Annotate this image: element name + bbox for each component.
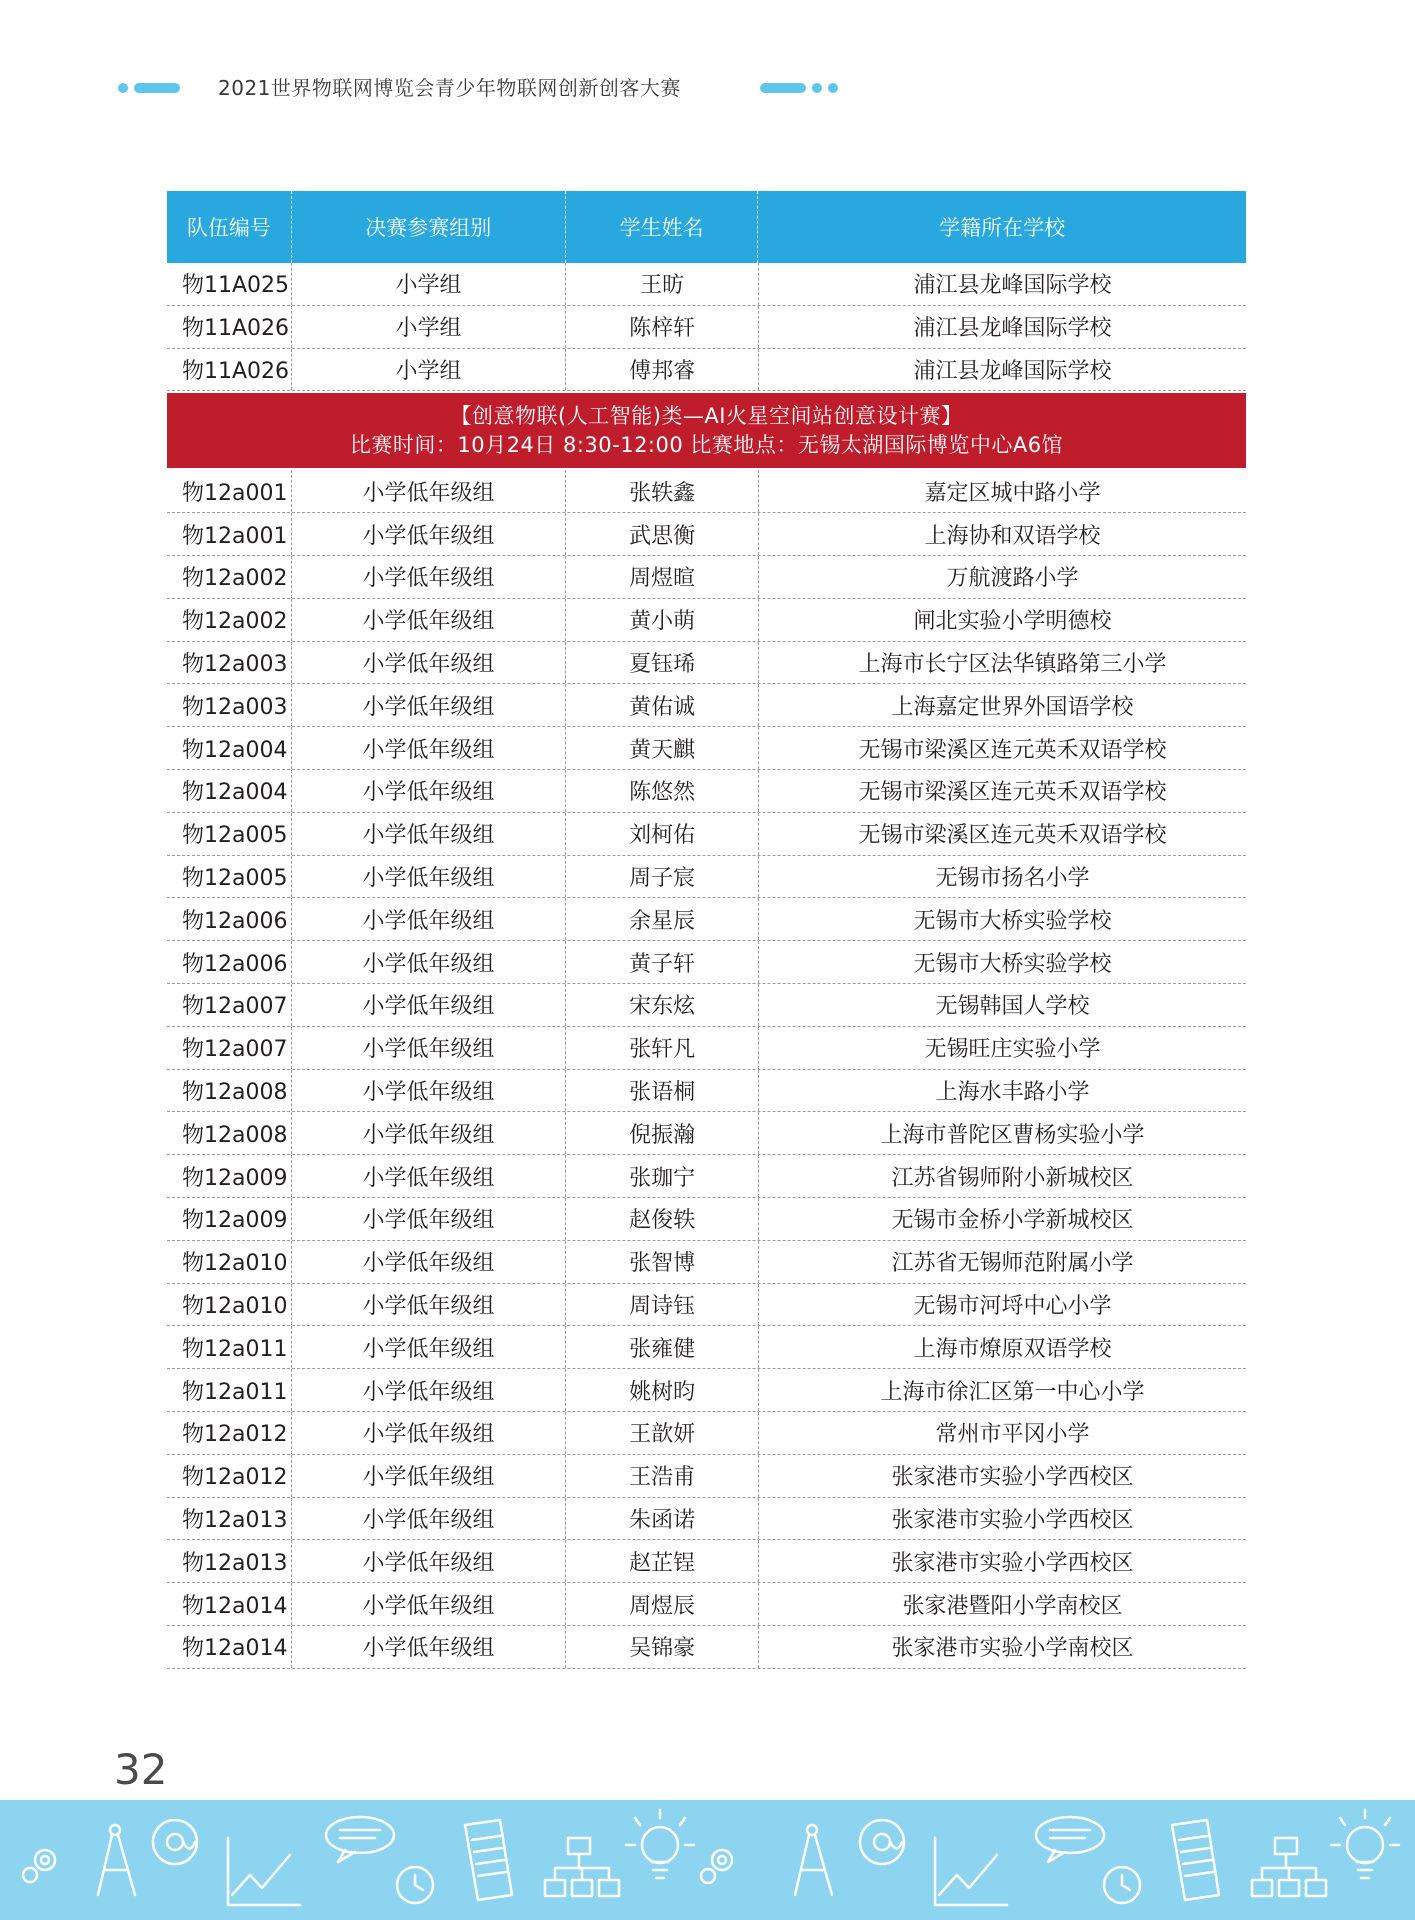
cell-student-name: 王歆妍 bbox=[565, 1412, 758, 1454]
cell-student-name: 余星辰 bbox=[565, 898, 758, 940]
cell-group: 小学低年级组 bbox=[291, 1241, 565, 1283]
cell-team-id: 物12a003 bbox=[182, 651, 288, 677]
cell-group: 小学低年级组 bbox=[291, 1455, 565, 1497]
cell-student-name: 黄天麒 bbox=[565, 727, 758, 769]
page-number: 32 bbox=[114, 1745, 168, 1794]
cell-team-id: 物12a009 bbox=[182, 1165, 288, 1191]
table-row bbox=[167, 941, 1246, 984]
cell-team-id: 物12a009 bbox=[182, 1208, 288, 1234]
cell-school: 张家港市实验小学西校区 bbox=[758, 1540, 1246, 1582]
cell-group: 小学低年级组 bbox=[291, 513, 565, 555]
table-row bbox=[167, 1369, 1246, 1412]
decor-pill bbox=[134, 83, 180, 93]
cell-student-name: 傅邦睿 bbox=[565, 349, 758, 391]
table-row bbox=[167, 813, 1246, 856]
cell-student-name: 赵芷锃 bbox=[565, 1540, 758, 1582]
cell-school: 嘉定区城中路小学 bbox=[758, 470, 1246, 512]
cell-student-name: 周诗钰 bbox=[565, 1284, 758, 1326]
cell-group: 小学低年级组 bbox=[291, 556, 565, 598]
cell-school: 张家港市实验小学南校区 bbox=[758, 1626, 1246, 1668]
cell-group: 小学低年级组 bbox=[291, 1498, 565, 1540]
col-header-school: 学籍所在学校 bbox=[757, 191, 1246, 263]
cell-student-name: 朱函诺 bbox=[565, 1498, 758, 1540]
table-row bbox=[167, 1112, 1246, 1155]
cell-team-id: 物12a007 bbox=[182, 994, 288, 1020]
table-row bbox=[167, 1155, 1246, 1198]
cell-school: 浦江县龙峰国际学校 bbox=[758, 306, 1246, 348]
cell-team-id: 物12a013 bbox=[182, 1507, 288, 1533]
cell-group: 小学低年级组 bbox=[291, 1155, 565, 1197]
table-row bbox=[167, 1540, 1246, 1583]
cell-school: 无锡市扬名小学 bbox=[758, 856, 1246, 898]
table-row bbox=[167, 856, 1246, 899]
cell-student-name: 宋东炫 bbox=[565, 984, 758, 1026]
cell-group: 小学低年级组 bbox=[291, 727, 565, 769]
table-row bbox=[167, 599, 1246, 642]
cell-group: 小学组 bbox=[291, 349, 565, 391]
cell-team-id: 物12a001 bbox=[182, 480, 288, 506]
cell-school: 上海嘉定世界外国语学校 bbox=[758, 684, 1246, 726]
cell-team-id: 物12a014 bbox=[182, 1636, 288, 1662]
cell-team-id: 物12a010 bbox=[182, 1293, 288, 1319]
footer-band bbox=[0, 1800, 1415, 1920]
cell-student-name: 吴锦豪 bbox=[565, 1626, 758, 1668]
cell-team-id: 物12a013 bbox=[182, 1550, 288, 1576]
cell-school: 张家港市实验小学西校区 bbox=[758, 1498, 1246, 1540]
cell-school: 无锡市梁溪区连元英禾双语学校 bbox=[758, 770, 1246, 812]
cell-group: 小学低年级组 bbox=[291, 1027, 565, 1069]
cell-student-name: 周煜辰 bbox=[565, 1583, 758, 1625]
speech-bubble-icon bbox=[326, 1817, 1104, 1862]
cell-team-id: 物12a014 bbox=[182, 1593, 288, 1619]
cell-team-id: 物12a008 bbox=[182, 1122, 288, 1148]
table-row bbox=[167, 556, 1246, 599]
cell-team-id: 物12a012 bbox=[182, 1422, 288, 1448]
table-row bbox=[167, 1241, 1246, 1284]
table-row bbox=[167, 1583, 1246, 1626]
cell-school: 无锡市大桥实验学校 bbox=[758, 941, 1246, 983]
cell-group: 小学低年级组 bbox=[291, 1070, 565, 1112]
cell-team-id: 物12a006 bbox=[182, 951, 288, 977]
table-row bbox=[167, 349, 1246, 392]
cell-group: 小学低年级组 bbox=[291, 599, 565, 641]
cell-team-id: 物12a012 bbox=[182, 1465, 288, 1491]
cell-school: 江苏省锡师附小新城校区 bbox=[758, 1155, 1246, 1197]
table-row bbox=[167, 642, 1246, 685]
table-row bbox=[167, 1455, 1246, 1498]
table-row bbox=[167, 770, 1246, 813]
col-header-group: 决赛参赛组别 bbox=[291, 191, 565, 263]
cell-school: 无锡市金桥小学新城校区 bbox=[758, 1198, 1246, 1240]
cell-team-id: 物12a004 bbox=[182, 737, 288, 763]
cell-group: 小学低年级组 bbox=[291, 1112, 565, 1154]
cell-school: 上海市徐汇区第一中心小学 bbox=[758, 1369, 1246, 1411]
cell-group: 小学低年级组 bbox=[291, 1626, 565, 1668]
cell-student-name: 夏钰琋 bbox=[565, 642, 758, 684]
cell-school: 上海市燎原双语学校 bbox=[758, 1326, 1246, 1368]
table-row bbox=[167, 470, 1246, 513]
table-body-top bbox=[167, 263, 1246, 391]
table-row bbox=[167, 1498, 1246, 1541]
cell-school: 浦江县龙峰国际学校 bbox=[758, 349, 1246, 391]
cell-school: 无锡市大桥实验学校 bbox=[758, 898, 1246, 940]
cell-group: 小学组 bbox=[291, 263, 565, 305]
cell-student-name: 张雍健 bbox=[565, 1326, 758, 1368]
participants-table bbox=[167, 191, 1246, 1669]
cell-school: 张家港暨阳小学南校区 bbox=[758, 1583, 1246, 1625]
cell-student-name: 陈梓轩 bbox=[565, 306, 758, 348]
cell-team-id: 物11A026 bbox=[182, 358, 290, 384]
banner-schedule: 比赛时间：10月24日 8:30-12:00 比赛地点：无锡太湖国际博览中心A6馆 bbox=[349, 432, 1064, 457]
cell-student-name: 周煜暄 bbox=[565, 556, 758, 598]
cell-team-id: 物12a005 bbox=[182, 865, 288, 891]
cell-team-id: 物12a011 bbox=[182, 1336, 288, 1362]
decor-dot bbox=[812, 83, 822, 93]
table-row bbox=[167, 1412, 1246, 1455]
cell-group: 小学低年级组 bbox=[291, 1369, 565, 1411]
cell-school: 常州市平冈小学 bbox=[758, 1412, 1246, 1454]
table-row bbox=[167, 1326, 1246, 1369]
cell-group: 小学低年级组 bbox=[291, 941, 565, 983]
cell-school: 张家港市实验小学西校区 bbox=[758, 1455, 1246, 1497]
table-row bbox=[167, 984, 1246, 1027]
table-row bbox=[167, 898, 1246, 941]
table-row bbox=[167, 513, 1246, 556]
competition-banner bbox=[167, 393, 1246, 468]
cell-team-id: 物11A025 bbox=[182, 273, 290, 299]
cell-student-name: 刘柯佑 bbox=[565, 813, 758, 855]
cell-student-name: 王昉 bbox=[565, 263, 758, 305]
cell-student-name: 张轩凡 bbox=[565, 1027, 758, 1069]
table-row bbox=[167, 1027, 1246, 1070]
cell-team-id: 物11A026 bbox=[182, 316, 290, 342]
table-row bbox=[167, 727, 1246, 770]
cell-school: 万航渡路小学 bbox=[758, 556, 1246, 598]
cell-team-id: 物12a002 bbox=[182, 609, 288, 635]
cell-group: 小学低年级组 bbox=[291, 684, 565, 726]
col-header-student-name: 学生姓名 bbox=[565, 191, 757, 263]
cell-school: 无锡市梁溪区连元英禾双语学校 bbox=[758, 727, 1246, 769]
cell-student-name: 张轶鑫 bbox=[565, 470, 758, 512]
cell-school: 无锡旺庄实验小学 bbox=[758, 1027, 1246, 1069]
cell-student-name: 武思衡 bbox=[565, 513, 758, 555]
table-row bbox=[167, 684, 1246, 727]
cell-group: 小学低年级组 bbox=[291, 470, 565, 512]
cell-school: 浦江县龙峰国际学校 bbox=[758, 263, 1246, 305]
table-body-bottom bbox=[167, 470, 1246, 1668]
cell-student-name: 姚树昀 bbox=[565, 1369, 758, 1411]
cell-school: 上海市普陀区曹杨实验小学 bbox=[758, 1112, 1246, 1154]
page-header bbox=[0, 75, 1415, 101]
col-header-team-id: 队伍编号 bbox=[186, 216, 271, 240]
table-row bbox=[167, 263, 1246, 306]
cell-student-name: 王浩甫 bbox=[565, 1455, 758, 1497]
cell-team-id: 物12a007 bbox=[182, 1037, 288, 1063]
cell-student-name: 黄子轩 bbox=[565, 941, 758, 983]
cell-team-id: 物12a008 bbox=[182, 1079, 288, 1105]
cell-student-name: 倪振瀚 bbox=[565, 1112, 758, 1154]
banner-title: 【创意物联(人工智能)类—AI火星空间站创意设计赛】 bbox=[450, 403, 963, 428]
table-row bbox=[167, 306, 1246, 349]
cell-school: 上海水丰路小学 bbox=[758, 1070, 1246, 1112]
cell-group: 小学低年级组 bbox=[291, 1326, 565, 1368]
cell-student-name: 张语桐 bbox=[565, 1070, 758, 1112]
cell-team-id: 物12a011 bbox=[182, 1379, 288, 1405]
cell-group: 小学低年级组 bbox=[291, 856, 565, 898]
table-row bbox=[167, 1284, 1246, 1327]
cell-group: 小学低年级组 bbox=[291, 898, 565, 940]
cell-student-name: 周子宸 bbox=[565, 856, 758, 898]
cell-student-name: 陈悠然 bbox=[565, 770, 758, 812]
cell-team-id: 物12a004 bbox=[182, 780, 288, 806]
table-row bbox=[167, 1626, 1246, 1669]
table-header bbox=[167, 191, 1246, 263]
cell-school: 无锡市梁溪区连元英禾双语学校 bbox=[758, 813, 1246, 855]
cell-group: 小学低年级组 bbox=[291, 1198, 565, 1240]
cell-group: 小学低年级组 bbox=[291, 1412, 565, 1454]
cell-student-name: 赵俊轶 bbox=[565, 1198, 758, 1240]
cell-team-id: 物12a001 bbox=[182, 523, 288, 549]
cell-group: 小学低年级组 bbox=[291, 1284, 565, 1326]
cell-school: 无锡市河埒中心小学 bbox=[758, 1284, 1246, 1326]
cell-team-id: 物12a010 bbox=[182, 1251, 288, 1277]
decor-pill bbox=[760, 83, 806, 93]
cell-student-name: 黄小萌 bbox=[565, 599, 758, 641]
cell-student-name: 张智博 bbox=[565, 1241, 758, 1283]
cell-group: 小学低年级组 bbox=[291, 813, 565, 855]
cell-school: 江苏省无锡师范附属小学 bbox=[758, 1241, 1246, 1283]
cell-group: 小学低年级组 bbox=[291, 1583, 565, 1625]
page-header-title: 2021世界物联网博览会青少年物联网创新创客大赛 bbox=[218, 76, 681, 100]
cell-school: 上海市长宁区法华镇路第三小学 bbox=[758, 642, 1246, 684]
table-row bbox=[167, 1198, 1246, 1241]
cell-school: 上海协和双语学校 bbox=[758, 513, 1246, 555]
cell-team-id: 物12a002 bbox=[182, 566, 288, 592]
cell-team-id: 物12a006 bbox=[182, 908, 288, 934]
table-row bbox=[167, 1070, 1246, 1113]
compass-icon bbox=[98, 1825, 832, 1895]
cell-team-id: 物12a003 bbox=[182, 694, 288, 720]
at-sign-icon bbox=[153, 1820, 904, 1864]
cell-student-name: 张珈宁 bbox=[565, 1155, 758, 1197]
cell-school: 无锡韩国人学校 bbox=[758, 984, 1246, 1026]
decor-dot bbox=[118, 83, 128, 93]
cell-group: 小学低年级组 bbox=[291, 770, 565, 812]
cell-student-name: 黄佑诚 bbox=[565, 684, 758, 726]
cell-group: 小学组 bbox=[291, 306, 565, 348]
cell-group: 小学低年级组 bbox=[291, 1540, 565, 1582]
cell-group: 小学低年级组 bbox=[291, 642, 565, 684]
cell-school: 闸北实验小学明德校 bbox=[758, 599, 1246, 641]
cell-team-id: 物12a005 bbox=[182, 823, 288, 849]
cell-group: 小学低年级组 bbox=[291, 984, 565, 1026]
decor-dot bbox=[828, 83, 838, 93]
